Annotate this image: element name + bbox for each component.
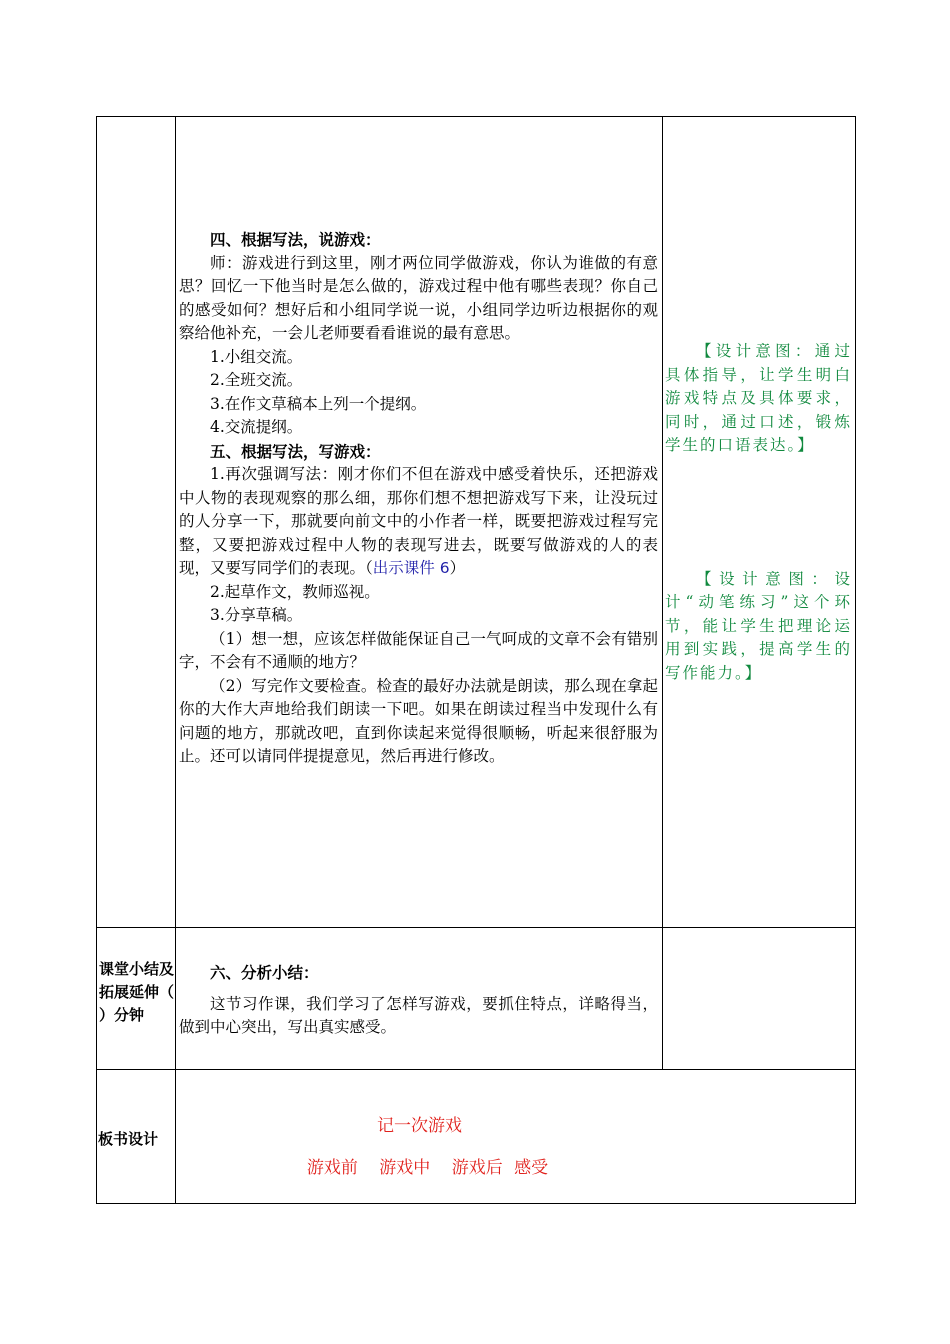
design-intent-note-2: 【设计意图：设计“动笔练习”这个环节，能让学生把理论运用到实践，提高学生的写作能力。】 — [665, 569, 852, 682]
board-title: 记一次游戏 — [377, 1116, 462, 1136]
board-label-cell — [97, 1070, 176, 1204]
section5-title: 五、根据写法，写游戏： — [210, 441, 381, 461]
section5-step-1-text: 1.再次强调写法：刚才你们不但在游戏中感受着快乐，还把游戏中人物的表现观察的那么细，那你们想不想把游戏写下来，让没玩过的人分享一下，那就要向前文中的小作者一样，既要把游戏过程写完整，又要把游戏过程中人物的表现写进去，既要写做游戏的人的表现，又要写同学们的表现。（ — [179, 465, 658, 577]
board-item-before: 游戏前 — [306, 1158, 358, 1178]
design-intent-cell — [663, 117, 856, 928]
section5-step-3: 3.分享草稿。 — [210, 606, 303, 624]
row-label-cell-empty — [97, 117, 176, 928]
section4-step-4: 4.交流提纲。 — [210, 418, 303, 436]
summary-content-cell — [176, 928, 663, 1070]
section5-step-2: 2.起草作文，教师巡视。 — [210, 582, 380, 601]
summary-row — [97, 928, 856, 1070]
board-item-after: 游戏后 — [451, 1158, 503, 1178]
summary-text: 这节习作课，我们学习了怎样写游戏，要抓住特点，详略得当，做到中心突出，写出真实感受。 — [179, 994, 658, 1036]
section5-question-2: （2）写完作文要检查。检查的最好办法就是朗读，那么现在拿起你的大作大声地给我们朗读一下吧。如果在朗读过程当中发现什么有问题的地方，那就改吧，直到你读起来觉得很顺畅，听起来很舒服为止。还可以请同伴提提意见，然后再进行修改。 — [179, 676, 658, 765]
board-item-feeling: 感受 — [514, 1158, 549, 1178]
board-content-cell — [176, 1070, 856, 1204]
summary-title: 六、分析小结： — [210, 963, 319, 982]
main-content-cell — [176, 117, 663, 928]
section5-step-1 — [179, 463, 658, 581]
design-intent-note-1: 【设计意图：通过具体指导，让学生明白游戏特点及具体要求，同时，通过口述，锻炼学生的口语表达。】 — [665, 342, 852, 454]
section5-question-1: （1）想一想，应该怎样做能保证自己一气呵成的文章不会有错别字，不会有不通顺的地方？ — [179, 629, 658, 671]
board-items — [176, 1153, 663, 1178]
summary-notes-cell — [663, 928, 856, 1070]
section4-teacher-text: 师：游戏进行到这里，刚才两位同学做游戏，你认为谁做的有意思？回忆一下他当时是怎么做的，游戏过程中他有哪些表现？你自己的感受如何？想好后和小组同学说一说，小组同学边听边根据你的观察给他补充，一会儿老师要看看谁说的最有意思。 — [179, 253, 658, 342]
courseware-link[interactable]: 出示课件 6 — [372, 559, 450, 577]
board-label: 板书设计 — [98, 1130, 159, 1148]
section4-step-1: 1.小组交流。 — [210, 347, 303, 366]
section4-step-2: 2.全班交流。 — [210, 371, 303, 389]
board-item-during: 游戏中 — [379, 1158, 431, 1178]
summary-label-cell — [97, 928, 176, 1070]
section5-step-1-end: ） — [449, 559, 466, 577]
lesson-plan-table — [96, 116, 856, 1204]
section4-title: 四、根据写法，说游戏： — [210, 230, 381, 249]
board-row — [97, 1070, 856, 1204]
summary-label: 课堂小结及拓展延伸（ ）分钟 — [99, 960, 175, 1024]
process-row — [97, 117, 856, 928]
section4-step-3: 3.在作文草稿本上列一个提纲。 — [210, 394, 427, 413]
